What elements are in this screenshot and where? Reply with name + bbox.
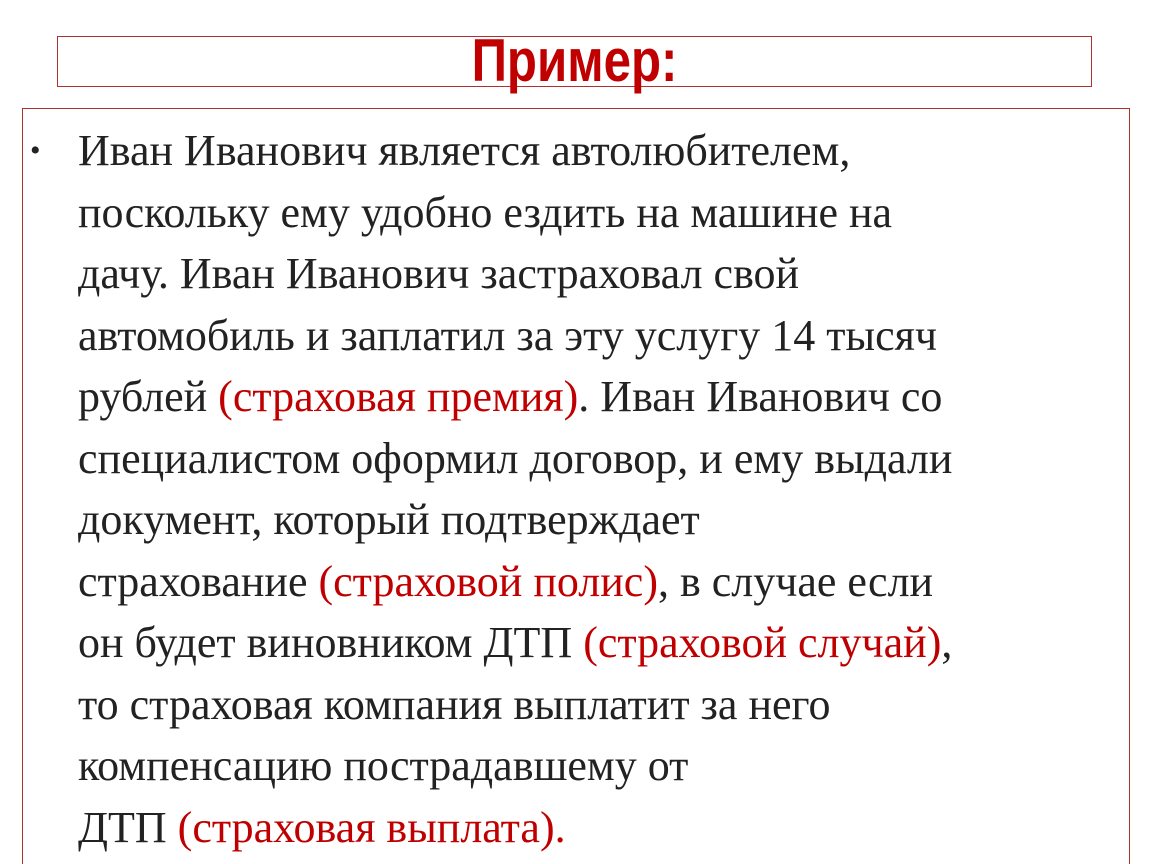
title-frame	[57, 27, 1092, 94]
paragraph-text: рублей	[78, 372, 219, 421]
paragraph-text: ,	[941, 618, 953, 667]
paragraph-line	[78, 366, 1118, 428]
paragraph-text: , в случае если	[657, 556, 934, 606]
example-paragraph	[78, 120, 1118, 858]
paragraph-line	[78, 489, 1118, 551]
paragraph-text: автомобиль и заплатил за эту услугу 14 тысяч	[78, 310, 937, 360]
paragraph-line	[78, 797, 1118, 859]
paragraph-line	[78, 120, 1118, 182]
slide-title: Пример:	[471, 27, 678, 94]
highlighted-term: (страховая выплата).	[177, 802, 566, 852]
paragraph-line	[78, 735, 1118, 797]
paragraph-text: страхование	[78, 556, 319, 606]
paragraph-text: компенсацию пострадавшему от	[78, 741, 689, 790]
bullet-marker: •	[30, 134, 41, 167]
paragraph-text: дачу. Иван Иванович застраховал свой	[78, 249, 800, 298]
paragraph-text: он будет виновником ДТП	[78, 618, 584, 667]
paragraph-text: ДТП	[78, 802, 178, 852]
paragraph-text: то страховая компания выплатит за него	[78, 679, 831, 729]
paragraph-text: поскольку ему удобно ездить на машине на	[78, 187, 893, 237]
paragraph-text: документ, который подтверждает	[78, 495, 700, 544]
paragraph-line	[78, 612, 1118, 674]
paragraph-line	[78, 305, 1118, 367]
highlighted-term: (страховой полис)	[318, 556, 658, 606]
highlighted-term: (страховая премия)	[218, 372, 579, 421]
paragraph-text: Иван Иванович является автолюбителем,	[78, 126, 851, 175]
paragraph-line	[78, 243, 1118, 305]
paragraph-text: . Иван Иванович со	[578, 372, 943, 421]
paragraph-line	[78, 674, 1118, 736]
paragraph-line	[78, 551, 1118, 613]
paragraph-line	[78, 428, 1118, 490]
paragraph-line	[78, 182, 1118, 244]
paragraph-text: специалистом оформил договор, и ему выдали	[78, 433, 953, 483]
highlighted-term: (страховой случай)	[583, 618, 942, 667]
